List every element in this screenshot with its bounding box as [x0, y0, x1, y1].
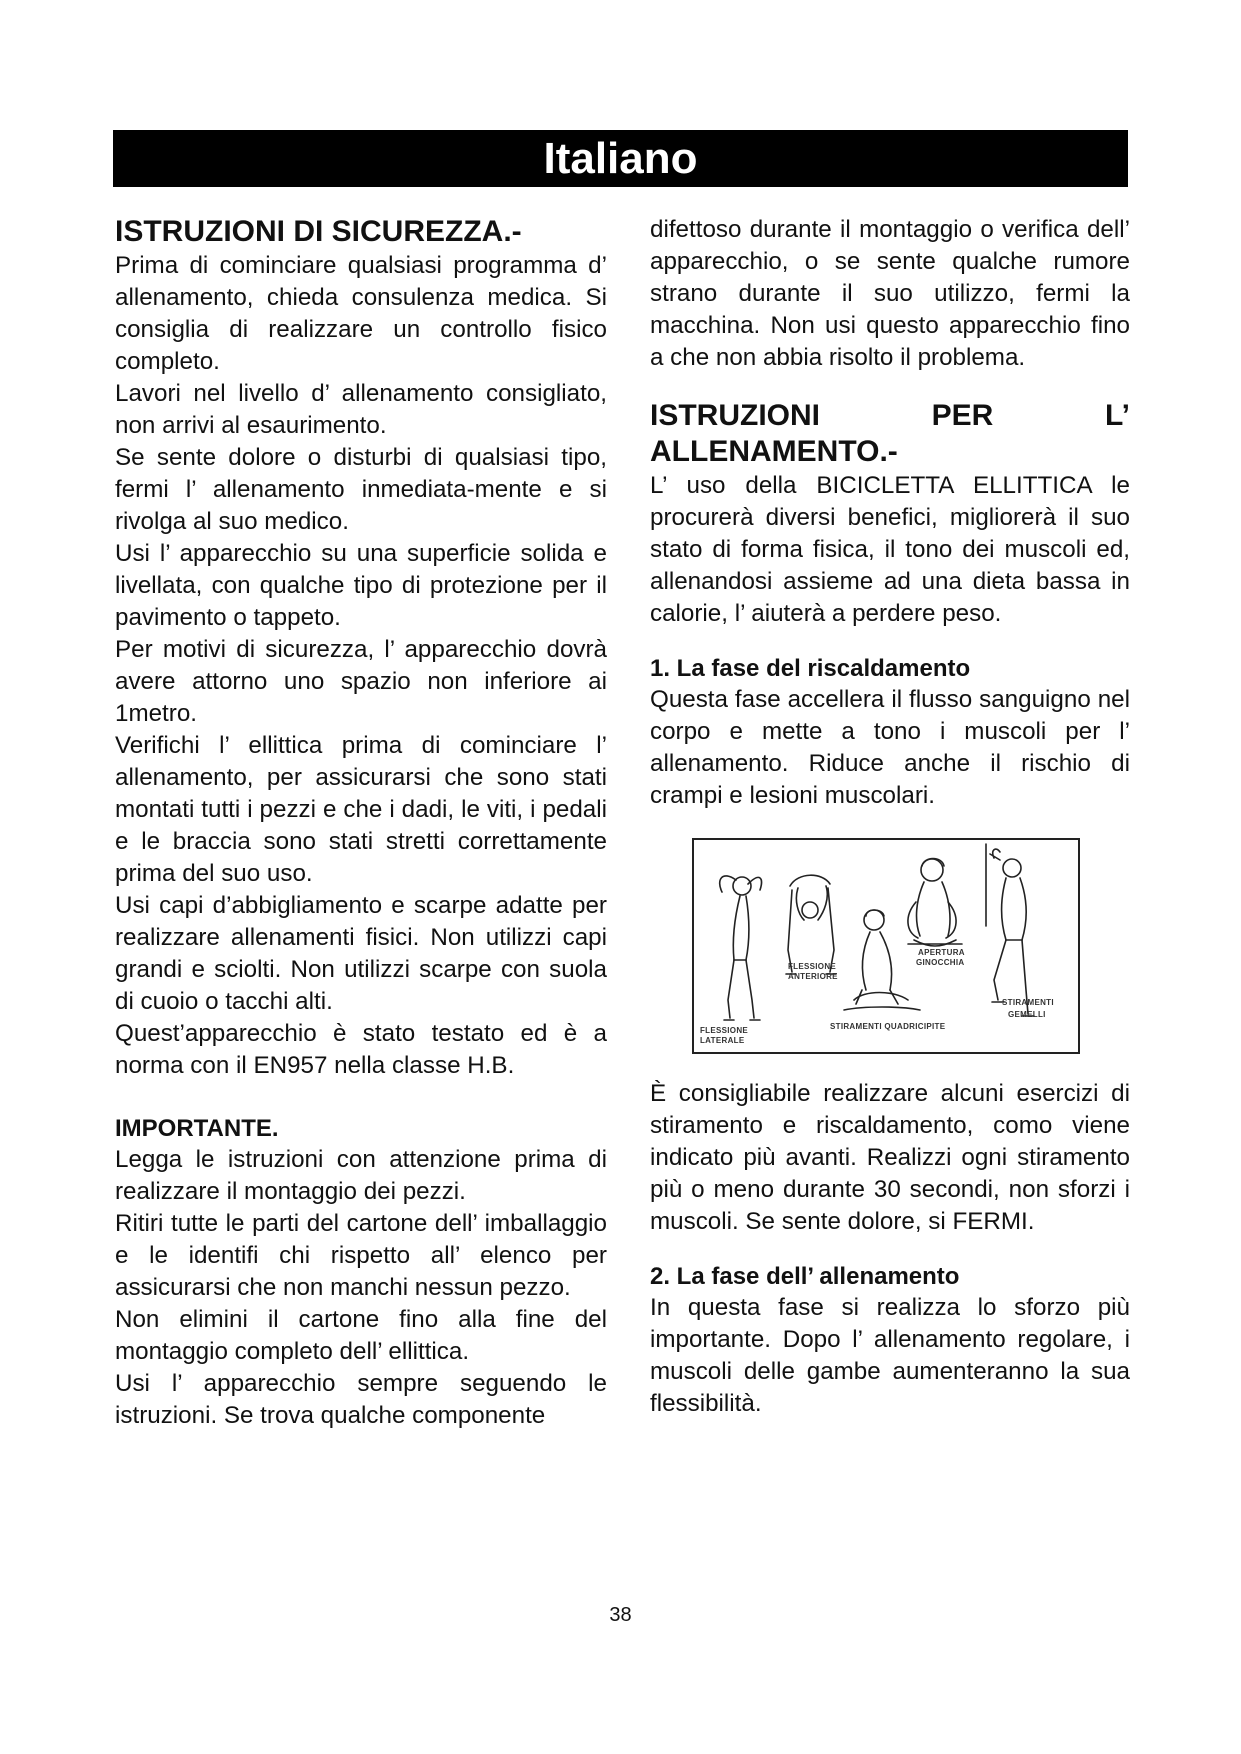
label-forward-1: FLESSIONE [788, 962, 837, 971]
important-paragraph-4: Usi l’ apparecchio sempre seguendo le istruzioni. Se trova qualche componente [115, 1370, 607, 1429]
warmup-title: 1. La fase del riscaldamento [650, 655, 971, 682]
stretching-figure [692, 838, 1080, 1054]
safety-paragraph-5: Per motivi di sicurezza, l’ apparecchio dovrà avere attorno uno spazio non inferiore ai 1metro. [115, 636, 607, 727]
right-column [650, 214, 1130, 1420]
label-calf-2: GEMELLI [1008, 1010, 1046, 1019]
label-calf-1: STIRAMENTI [1002, 998, 1054, 1007]
important-paragraph-1: Legga le istruzioni con attenzione prima di realizzare il montaggio dei pezzi. [115, 1146, 607, 1205]
important-paragraph-3: Non elimini il cartone fino alla fine del montaggio completo dell’ ellittica. [115, 1306, 607, 1365]
label-knee-1: APERTURA [918, 948, 965, 957]
forward-bend-figure [786, 875, 836, 974]
left-column [115, 214, 607, 1432]
safety-paragraph-7: Usi capi d’abbigliamento e scarpe adatte per realizzare allenamenti fisici. Non utilizzi capi grandi e sciolti. Non utilizzi scarpe con suola di cuoio o tacchi alti. [115, 892, 607, 1015]
label-forward-2: ANTERIORE [788, 972, 838, 981]
knee-opening-figure [908, 859, 962, 947]
label-quad: STIRAMENTI QUADRICIPITE [830, 1022, 946, 1031]
safety-paragraph-8: Quest’apparecchio è stato testato ed è a norma con il EN957 nella classe H.B. [115, 1020, 607, 1079]
stretch-text: È consigliabile realizzare alcuni esercizi di stiramento e riscaldamento, como viene indicato più avanti. Realizzi ogni stiramento più o meno durante 30 secondi, non sforzi i muscoli. Se sente dolore, si FERMI. [650, 1080, 1130, 1235]
stretching-illustration [694, 840, 1078, 1052]
lateral-bend-figure [720, 876, 762, 1020]
important-paragraph-2: Ritiri tutte le parti del cartone dell’ imballaggio e le identifi chi rispetto all’ elenco per assicurarsi che non manchi nessun pezzo. [115, 1210, 607, 1301]
calf-stretch-figure [986, 844, 1034, 1016]
training-phase-title: 2. La fase dell’ allenamento [650, 1263, 960, 1290]
language-title: Italiano [543, 133, 698, 183]
continuation-paragraph: difettoso durante il montaggio o verifica dell’ apparecchio, o se sente qualche rumore strano durante il suo utilizzo, fermi la macchina. Non usi questo apparecchio fino a che non abbia risolto il problema. [650, 216, 1130, 371]
important-title: IMPORTANTE. [115, 1115, 279, 1142]
safety-paragraph-1: Prima di cominciare qualsiasi programma d’ allenamento, chieda consulenza medica. Si consiglia di realizzare un controllo fisico completo. [115, 252, 607, 375]
training-intro: L’ uso della BICICLETTA ELLITTICA le procurerà diversi benefici, migliorerà il suo stato di forma fisica, il tono dei muscoli ed, allenandosi assieme ad una dieta bassa in calorie, l’ aiuterà a perdere peso. [650, 472, 1130, 627]
training-phase-text: In questa fase si realizza lo sforzo più importante. Dopo l’ allenamento regolare, i muscoli delle gambe aumenteranno la sua flessibilità. [650, 1294, 1130, 1417]
label-lateral-1: FLESSIONE [700, 1026, 749, 1035]
safety-paragraph-3: Se sente dolore o disturbi di qualsiasi tipo, fermi l’ allenamento inmediata-mente e si rivolga al suo medico. [115, 444, 607, 535]
safety-paragraph-2: Lavori nel livello d’ allenamento consigliato, non arrivi al esaurimento. [115, 380, 607, 439]
safety-paragraph-6: Verifichi l’ ellittica prima di cominciare l’ allenamento, per assicurarsi che sono stati montati tutti i pezzi e che i dadi, le viti, i pedali e le braccia sono stati stretti correttamente prima del suo uso. [115, 732, 607, 887]
language-header [113, 130, 1128, 187]
training-title: ISTRUZIONI PER L’ ALLENAMENTO.- [650, 399, 1130, 468]
safety-title: ISTRUZIONI DI SICUREZZA.- [115, 215, 522, 248]
warmup-text: Questa fase accellera il flusso sanguigno nel corpo e mette a tono i muscoli per l’ allenamento. Riduce anche il rischio di crampi e lesioni muscolari. [650, 686, 1130, 809]
label-knee-2: GINOCCHIA [916, 958, 965, 967]
safety-paragraph-4: Usi l’ apparecchio su una superficie solida e livellata, con qualche tipo di protezione per il pavimento o tappeto. [115, 540, 607, 631]
page-number: 38 [609, 1604, 632, 1626]
label-lateral-2: LATERALE [700, 1036, 745, 1045]
